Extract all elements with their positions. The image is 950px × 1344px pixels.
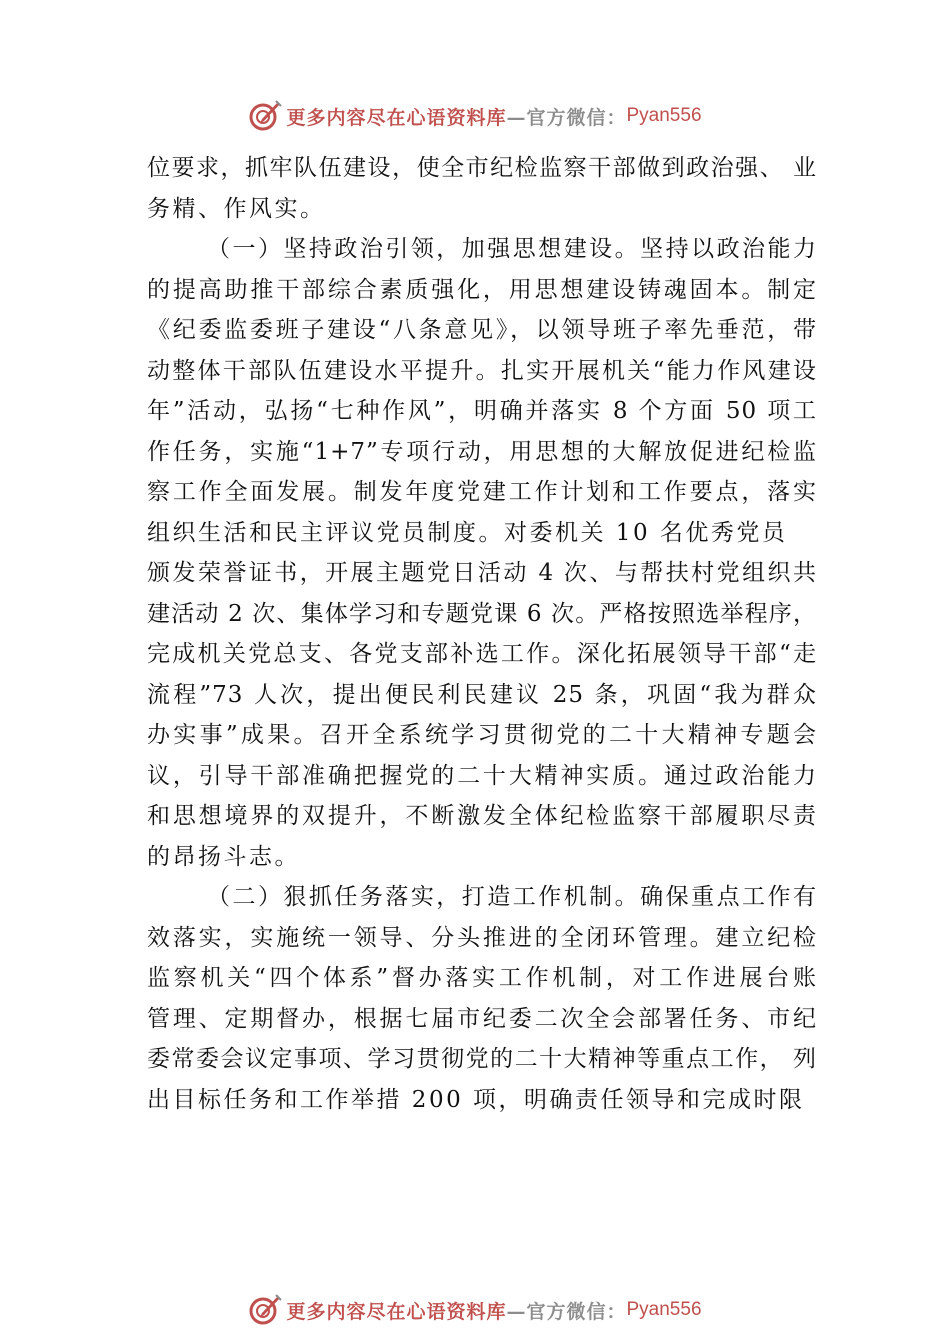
text-line: 监察机关“四个体系”督办落实工作机制，对工作进展台账: [147, 965, 817, 991]
text-line: 的昂扬斗志。: [147, 843, 300, 870]
text-line: 年”活动，弘扬“七种作风”，明确并落实 8 个方面 50 项工: [147, 398, 817, 424]
text-line: 流程”73 人次，提出便民利民建议 25 条，巩固“我为群众: [147, 681, 817, 708]
document-body: [147, 148, 817, 1120]
header-brand-text: 更多内容尽在心语资料库: [286, 106, 507, 129]
header-wechat-id: Pyan556: [626, 105, 702, 126]
text-line: 出目标任务和工作举措 200 项，明确责任领导和完成时限: [147, 1086, 805, 1113]
header-banner: [0, 96, 950, 136]
text-line: 完成机关党总支、各党支部补选工作。深化拓展领导干部“走: [147, 641, 817, 667]
quill-pen-logo-icon: [248, 1293, 282, 1327]
footer-banner: [0, 1290, 950, 1330]
text-line: 管理、定期督办，根据七届市纪委二次全会部署任务、市纪: [147, 1005, 817, 1032]
paragraph-start-line: （二）狠抓任务落实，打造工作机制。确保重点工作有: [207, 884, 817, 910]
text-line: 作任务，实施“1+7”专项行动，用思想的大解放促进纪检监: [147, 438, 817, 465]
footer-brand-text: 更多内容尽在心语资料库: [286, 1300, 507, 1323]
text-line: 议，引导干部准确把握党的二十大精神实质。通过政治能力: [147, 762, 817, 789]
text-line: 动整体干部队伍建设水平提升。扎实开展机关“能力作风建设: [147, 357, 817, 384]
text-line: 组织生活和民主评议党员制度。对委机关 10 名优秀党员: [147, 519, 788, 546]
text-line: 效落实，实施统一领导、分头推进的全闭环管理。建立纪检: [147, 924, 817, 951]
footer-wechat-label: —官方微信：: [506, 1300, 627, 1323]
text-line: 建活动 2 次、集体学习和专题党课 6 次。严格按照选举程序，: [147, 600, 817, 627]
text-line: 的提高助推干部综合素质强化，用思想建设铸魂固本。制定: [147, 276, 817, 303]
quill-pen-logo-icon: [248, 99, 282, 133]
text-line: 位要求，抓牢队伍建设，使全市纪检监察干部做到政治强、 业: [147, 155, 817, 181]
text-line: 察工作全面发展。制发年度党建工作计划和工作要点，落实: [147, 479, 817, 505]
text-line: 委常委会议定事项、学习贯彻党的二十大精神等重点工作， 列: [147, 1046, 817, 1072]
text-line: 《纪委监委班子建设“八条意见》，以领导班子率先垂范，带: [147, 317, 817, 343]
text-line: 办实事”成果。召开全系统学习贯彻党的二十大精神专题会: [147, 722, 817, 748]
text-line: 和思想境界的双提升，不断激发全体纪检监察干部履职尽责: [147, 803, 817, 829]
text-line: 务精、作风实。: [147, 195, 326, 222]
footer-wechat-id: Pyan556: [626, 1299, 702, 1320]
paragraph-start-line: （一）坚持政治引领，加强思想建设。坚持以政治能力: [207, 236, 817, 262]
text-line: 颁发荣誉证书，开展主题党日活动 4 次、与帮扶村党组织共: [147, 560, 817, 586]
header-wechat-label: —官方微信：: [506, 106, 627, 129]
